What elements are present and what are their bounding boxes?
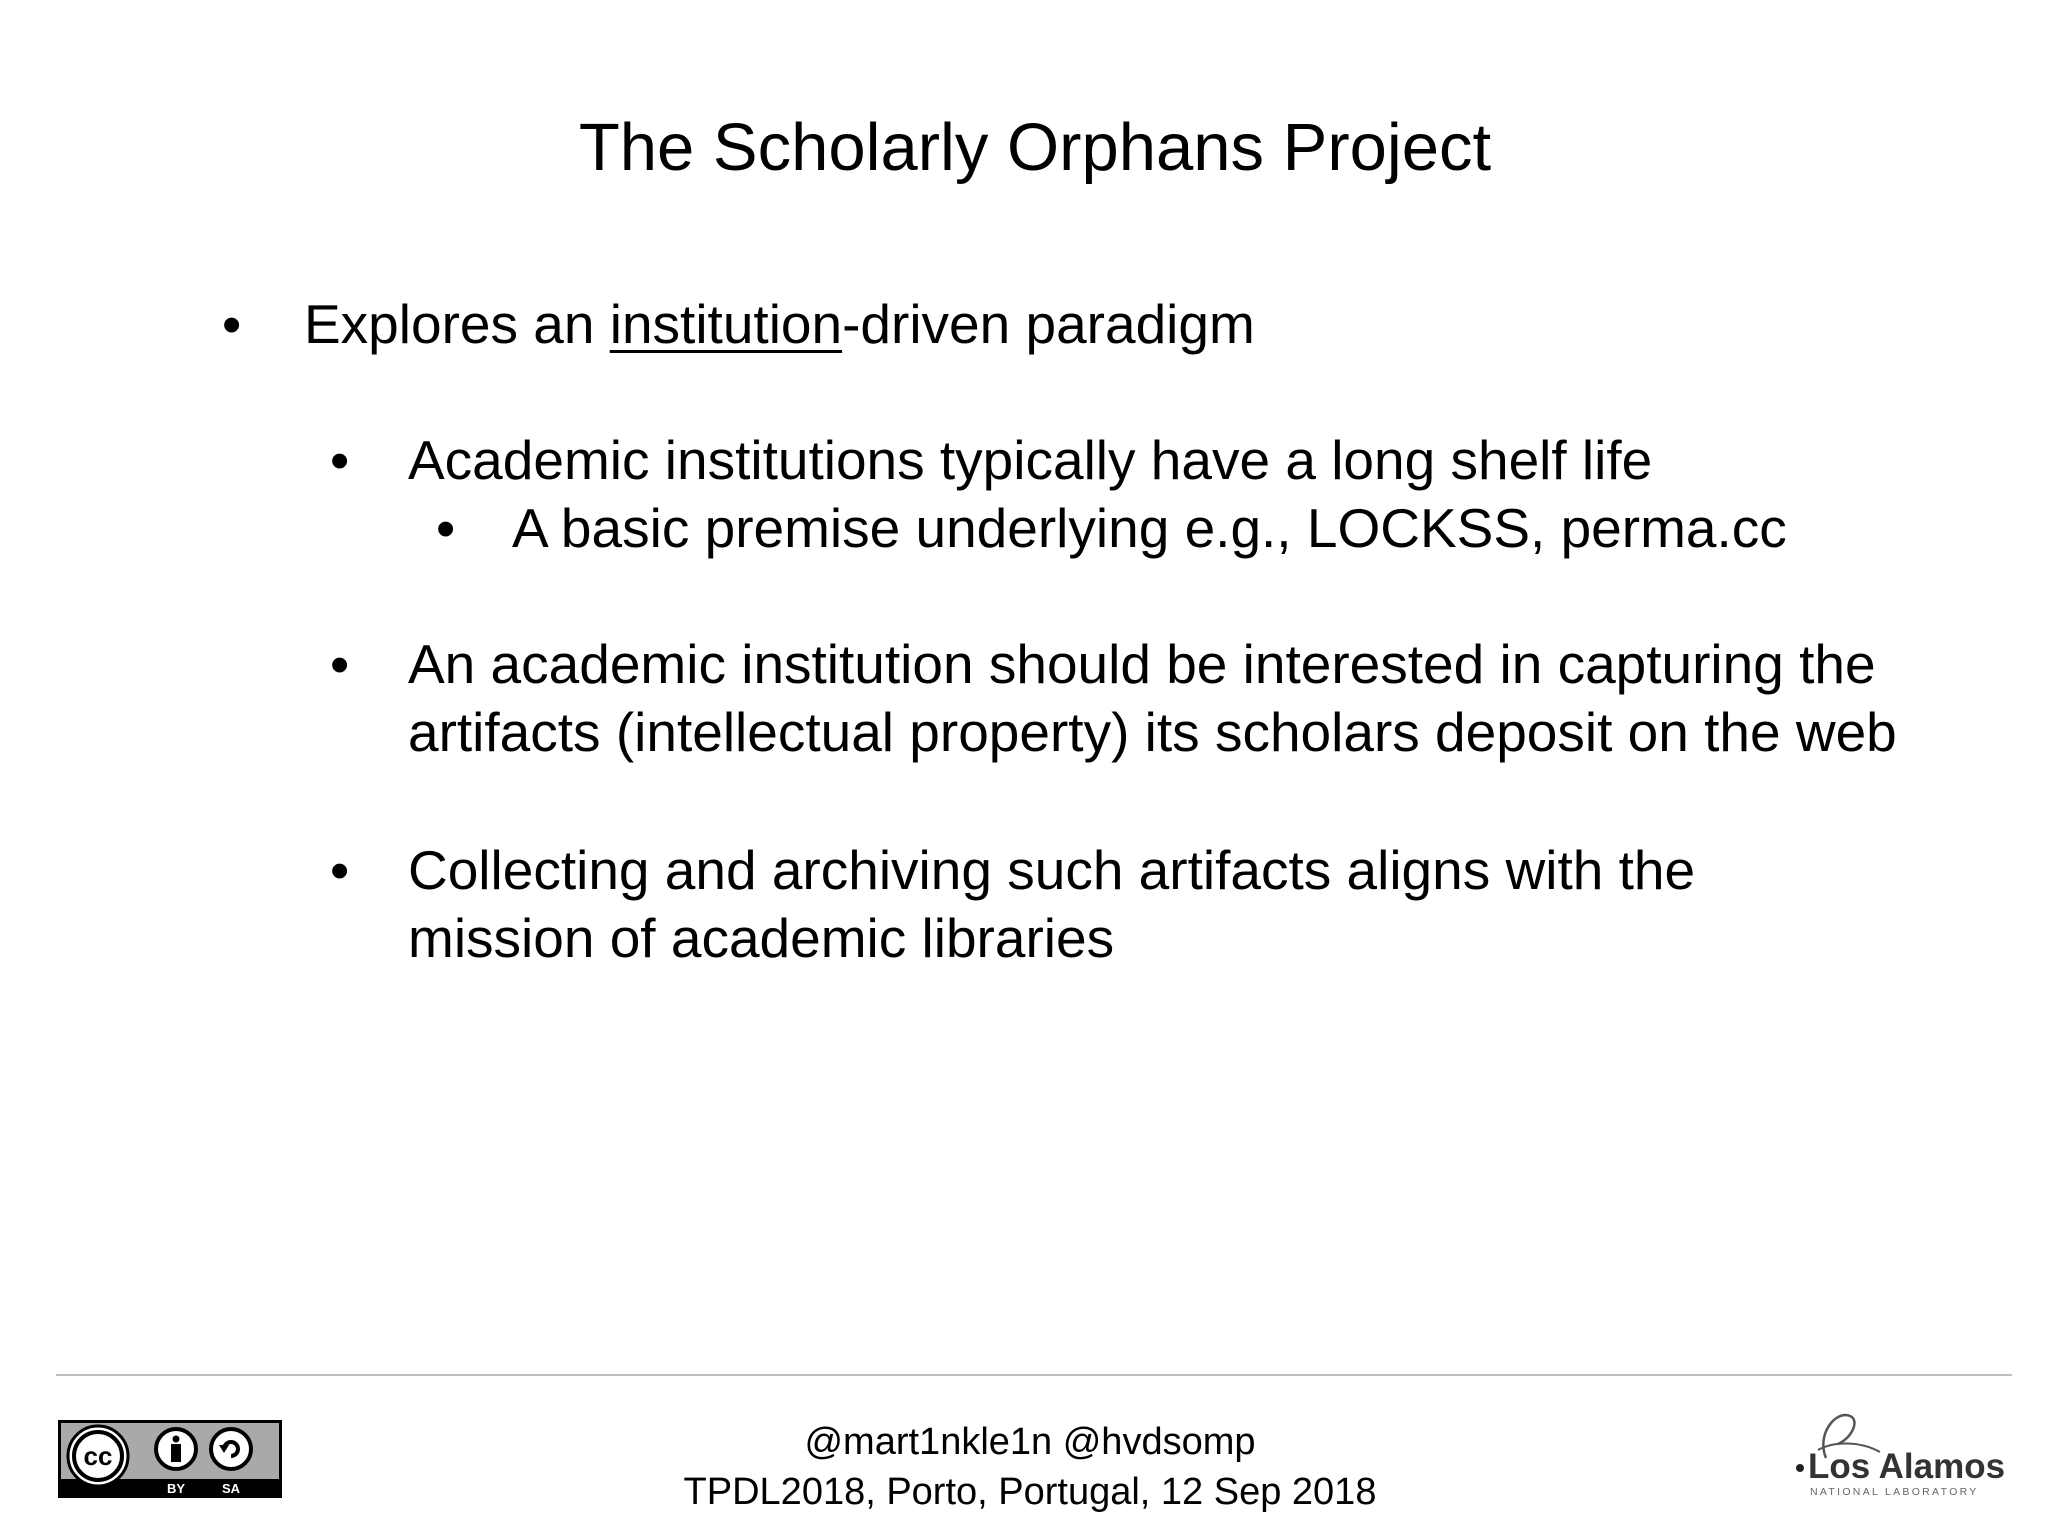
bullet-text: Explores an institution-driven paradigm <box>304 293 1255 355</box>
bullet-dot: • <box>330 839 350 901</box>
svg-text:cc: cc <box>83 1441 113 1471</box>
bullet-dot: • <box>330 633 350 695</box>
bullet-text: Academic institutions typically have a long shelf life <box>408 429 1653 491</box>
los-alamos-logo <box>1776 1404 2016 1500</box>
underlined-word: institution <box>609 293 843 355</box>
footer-divider <box>56 1374 2012 1376</box>
slide-title: The Scholarly Orphans Project <box>578 110 1492 185</box>
svg-text:NATIONAL LABORATORY: NATIONAL LABORATORY <box>1810 1486 1979 1498</box>
svg-text:BY: BY <box>166 1481 186 1496</box>
bullet-level1-paradigm <box>222 290 1255 358</box>
svg-text:Los Alamos: Los Alamos <box>1808 1447 2006 1486</box>
bullet-text-line2: artifacts (intellectual property) its scholars deposit on the web <box>408 701 1897 763</box>
footer-event: TPDL2018, Porto, Portugal, 12 Sep 2018 <box>683 1471 1377 1513</box>
svg-text:SA: SA <box>221 1481 241 1496</box>
bullet-level3-premise <box>436 494 1787 562</box>
bullet-dot: • <box>436 497 456 559</box>
footer-handles: @mart1nkle1n @hvdsomp <box>804 1421 1256 1463</box>
bullet-level2-archiving <box>330 836 1696 972</box>
bullet-text-line1: Collecting and archiving such artifacts aligns with the <box>408 839 1696 901</box>
bullet-dot: • <box>330 429 350 491</box>
bullet-level2-shelf-life <box>330 426 1653 494</box>
bullet-dot: • <box>222 293 242 355</box>
bullet-level2-capturing <box>330 630 1897 766</box>
bullet-text: A basic premise underlying e.g., LOCKSS, perma.cc <box>512 497 1787 559</box>
bullet-text-line1: An academic institution should be interested in capturing the <box>408 633 1876 695</box>
bullet-text-line2: mission of academic libraries <box>408 907 1115 969</box>
